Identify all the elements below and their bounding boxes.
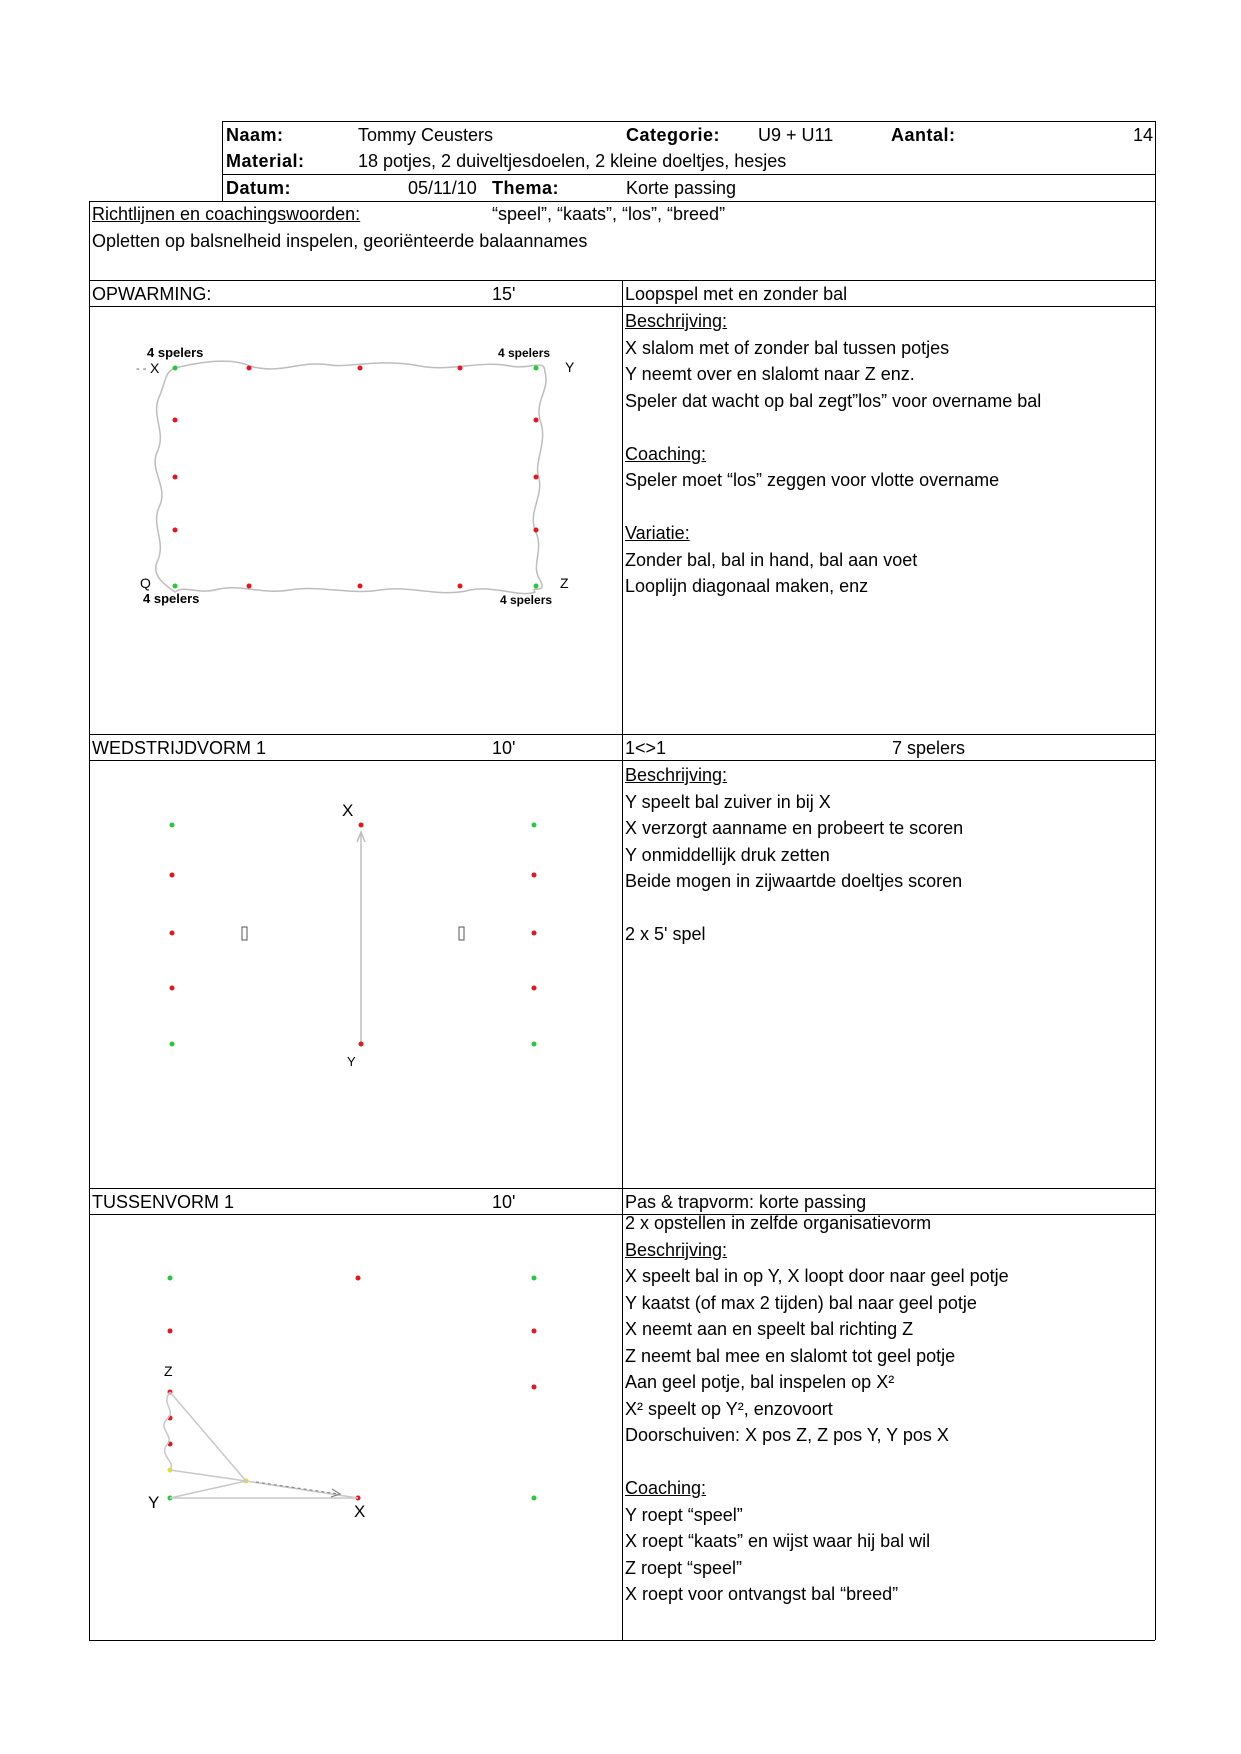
section-duration: 15' xyxy=(492,284,516,304)
player-q-label: Q xyxy=(140,575,151,591)
description-line: Variatie: xyxy=(625,523,690,543)
description-line: Doorschuiven: X pos Z, Z pos Y, Y pos X xyxy=(625,1425,949,1445)
section-description xyxy=(625,762,963,948)
description-line: Looplijn diagonaal maken, enz xyxy=(625,576,869,596)
players-label: 4 spelers xyxy=(147,345,204,360)
player-y-label: Y xyxy=(347,1054,356,1069)
description-line xyxy=(625,494,1041,521)
cone-green xyxy=(532,1496,537,1501)
cone-red xyxy=(532,1385,537,1390)
description-line: X speelt bal in op Y, X loopt door naar geel potje xyxy=(625,1266,1009,1286)
description-line: Beschrijving: xyxy=(625,311,728,331)
players-label: 4 spelers xyxy=(143,591,200,606)
player-y-label: Y xyxy=(565,359,575,375)
section-description xyxy=(625,1210,1009,1608)
cone-red xyxy=(168,1329,173,1334)
player-x-label: X xyxy=(354,1502,366,1521)
player-x-label: X xyxy=(342,801,354,820)
section-title: OPWARMING: xyxy=(92,284,212,304)
players-label: 4 spelers xyxy=(500,593,553,607)
description-line: X neemt aan en speelt bal richting Z xyxy=(625,1319,914,1339)
datum-value: 05/11/10 xyxy=(408,178,477,198)
tussenvorm-diagram xyxy=(0,0,622,1640)
player-z-label: Z xyxy=(164,1363,173,1379)
description-line: Speler dat wacht op bal zegt”los” voor overname bal xyxy=(625,390,1042,411)
description-line: 2 x 5' spel xyxy=(625,924,706,944)
description-line: Y onmiddellijk druk zetten xyxy=(625,844,830,865)
guidelines-note: Opletten op balsnelheid inspelen, georiënteerde balaannames xyxy=(92,231,588,251)
passing-lines xyxy=(164,1392,358,1498)
description-line: X verzorgt aanname en probeert te scoren xyxy=(625,818,964,838)
thema-label: Thema: xyxy=(492,178,560,198)
material-label: Material: xyxy=(226,151,305,171)
section-subtitle: Loopspel met en zonder bal xyxy=(625,284,848,304)
players-label: 4 spelers xyxy=(498,346,551,360)
description-line: Z roept “speel” xyxy=(625,1557,743,1578)
description-line: Z neemt bal mee en slalomt tot geel potje xyxy=(625,1345,956,1366)
description-line: X roept “kaats” en wijst waar hij bal wil xyxy=(625,1531,931,1551)
section-duration: 10' xyxy=(492,1192,516,1212)
description-line: Beschrijving: xyxy=(625,1239,728,1260)
description-line: Coaching: xyxy=(625,1478,707,1498)
cone-green xyxy=(168,1276,173,1281)
description-line: Zonder bal, bal in hand, bal aan voet xyxy=(625,549,918,570)
section-subtitle: 1<>1 xyxy=(625,738,667,758)
description-line: 2 x opstellen in zelfde organisatievorm xyxy=(625,1213,932,1233)
categorie-value: U9 + U11 xyxy=(758,125,834,145)
section-duration: 10' xyxy=(492,738,516,758)
description-line: Y roept “speel” xyxy=(625,1504,743,1525)
player-x-label: X xyxy=(150,360,160,376)
player-z-label: Z xyxy=(560,575,569,591)
thema-value: Korte passing xyxy=(626,178,737,198)
datum-label: Datum: xyxy=(226,178,291,198)
description-line: Aan geel potje, bal inspelen op X² xyxy=(625,1372,895,1392)
description-line: Coaching: xyxy=(625,443,707,464)
aantal-value: 14 xyxy=(1132,125,1153,145)
section-description xyxy=(625,308,1041,600)
description-line: Speler moet “los” zeggen voor vlotte overname xyxy=(625,470,1000,490)
description-line: Y speelt bal zuiver in bij X xyxy=(625,791,831,812)
cone-red xyxy=(532,1329,537,1334)
naam-label: Naam: xyxy=(226,125,284,145)
description-line: Y neemt over en slalomt naar Z enz. xyxy=(625,364,915,384)
section-title: WEDSTRIJDVORM 1 xyxy=(92,738,267,758)
description-line: X roept voor ontvangst bal “breed” xyxy=(625,1584,899,1604)
section-title: TUSSENVORM 1 xyxy=(92,1192,235,1212)
section-subtitle: Pas & trapvorm: korte passing xyxy=(625,1192,867,1212)
cone-green xyxy=(532,1276,537,1281)
arrow-mark: - - xyxy=(136,363,147,375)
cone-red xyxy=(356,1276,361,1281)
table-rule xyxy=(89,1640,1155,1641)
description-line: Beide mogen in zijwaartde doeltjes scoren xyxy=(625,871,963,891)
description-line xyxy=(625,1449,1009,1476)
aantal-label: Aantal: xyxy=(891,125,956,145)
description-line: X² speelt op Y², enzovoort xyxy=(625,1398,833,1419)
material-value: 18 potjes, 2 duiveltjesdoelen, 2 kleine doeltjes, hesjes xyxy=(358,151,787,171)
guidelines-label: Richtlijnen en coachingswoorden: xyxy=(92,204,361,224)
guidelines-words: “speel”, “kaats”, “los”, “breed” xyxy=(492,204,726,224)
description-line: Y kaatst (of max 2 tijden) bal naar geel potje xyxy=(625,1292,977,1313)
table-rule xyxy=(622,280,623,1640)
description-line: Beschrijving: xyxy=(625,765,728,785)
section-players: 7 spelers xyxy=(892,738,966,758)
description-line xyxy=(625,414,1041,441)
player-y-label: Y xyxy=(148,1493,160,1512)
description-line: X slalom met of zonder bal tussen potjes xyxy=(625,337,950,358)
table-rule xyxy=(1155,121,1156,1640)
naam-value: Tommy Ceusters xyxy=(358,125,494,145)
description-line xyxy=(625,895,963,922)
categorie-label: Categorie: xyxy=(626,125,721,145)
